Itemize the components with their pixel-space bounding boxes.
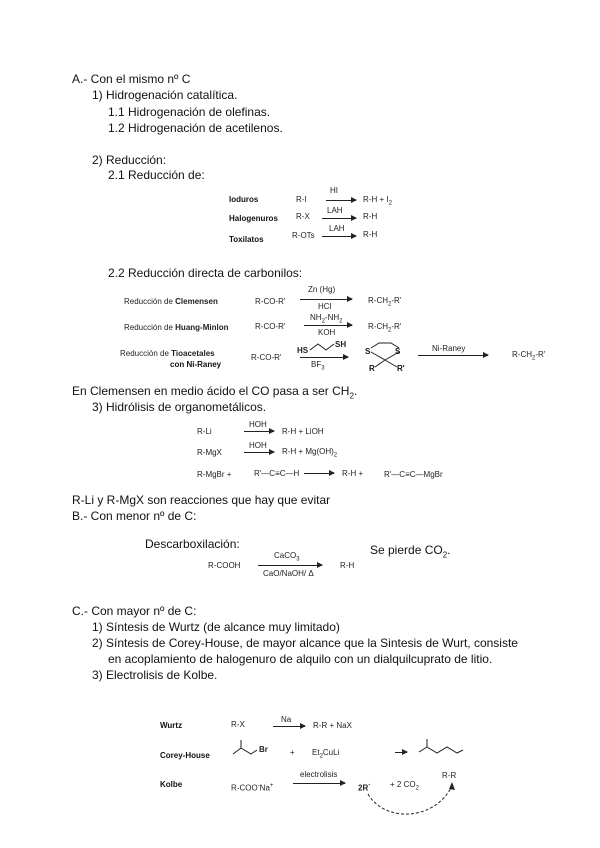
decarboxylation-reagent-top: CaCO$_3$ — [274, 551, 300, 563]
reduction-name: Ioduros — [229, 195, 259, 204]
reduction-reagent: HI — [330, 186, 338, 195]
organometal-product: $R-H + Mg(OH)_2$ — [282, 447, 338, 459]
clemensen-note: En Clemensen en medio ácido el CO pasa a ser $CH_2$. — [72, 384, 358, 401]
item-corey-house: 2) Síntesis de Corey-House, de mayor alcance que la Sintesis de Wurt, consiste — [92, 636, 518, 650]
reaction-arrow — [273, 726, 305, 727]
kolbe-reagent: electrolisis — [300, 770, 338, 779]
co2-loss-note: Se pierde $CO_2$. — [370, 543, 451, 560]
item-hidrogenacion: 1) Hidrogenación catalítica. — [92, 88, 238, 102]
reduction-product: $R-H + I_2$ — [363, 195, 392, 207]
ni-raney-reagent: Ni-Raney — [432, 344, 466, 353]
huang-minlon-label: Reducción de Huang-Minlon — [124, 323, 229, 332]
decarboxylation-reactant: R-COOH — [208, 561, 241, 570]
thiol-left-label: HS — [297, 346, 309, 355]
ring-r-label: R — [369, 364, 375, 373]
organometal-reactant: R-MgBr + — [197, 470, 232, 479]
wurtz-product: R-R + NaX — [313, 721, 352, 730]
reduction-reagent: LAH — [327, 206, 343, 215]
decarboxylation-reagent-bottom: CaO/NaOH/ Δ — [263, 569, 314, 578]
reduction-name: Halogenuros — [229, 214, 278, 223]
kolbe-co2: + 2 $CO_2$ — [390, 780, 419, 792]
section-b-heading: B.- Con menor nº de C: — [72, 509, 197, 523]
reaction-arrow — [300, 357, 348, 358]
ring-r-prime-label: R' — [397, 364, 405, 373]
clemensen-reagent-bottom: HCl — [318, 302, 332, 311]
reaction-arrow — [322, 236, 356, 237]
wurtz-reagent: Na — [281, 715, 292, 724]
reaction-arrow — [418, 355, 488, 356]
reaction-arrow — [258, 565, 322, 566]
reaction-arrow — [304, 325, 352, 326]
item-reduccion-de: 2.1 Reducción de: — [108, 168, 205, 182]
huang-minlon-reactant: R-CO-R' — [255, 322, 286, 331]
corey-reagent: $Et_2CuLi$ — [312, 748, 340, 760]
corey-plus: + — [290, 748, 295, 757]
reduction-reactant: R-I — [296, 195, 307, 204]
reaction-arrow — [304, 473, 334, 474]
clemensen-reagent-top: Zn (Hg) — [308, 285, 336, 294]
huang-minlon-reagent-top: $NH_2-NH_2$ — [310, 313, 343, 325]
isobutyl-bromide-structure — [231, 738, 261, 760]
reaction-arrow — [293, 783, 345, 784]
item-reduccion: 2) Reducción: — [92, 153, 167, 167]
ring-sulfur-2: S — [395, 347, 401, 356]
organometal-reactant: R-MgX — [197, 448, 222, 457]
item-wurtz: 1) Síntesis de Wurtz (de alcance muy limitado) — [92, 620, 340, 634]
reduction-product: R-H — [363, 230, 378, 239]
huang-minlon-product: $R-CH_2-R'$ — [368, 322, 402, 334]
tioacetal-catalyst: $BF_3$ — [311, 360, 325, 372]
reaction-arrow — [322, 218, 356, 219]
kolbe-reactant: R-COO-Na+ — [231, 783, 274, 793]
reduction-product: R-H — [363, 212, 378, 221]
reaction-arrow — [300, 299, 352, 300]
kolbe-label: Kolbe — [160, 780, 183, 789]
tioacetal-label-2: con Ni-Raney — [170, 360, 222, 369]
item-hidrogenacion-acetilenos: 1.2 Hidrogenación de acetilenos. — [108, 121, 283, 135]
corey-house-label: Corey-House — [160, 751, 210, 760]
decarboxylation-product: R-H — [340, 561, 355, 570]
item-reduccion-carbonilos: 2.2 Reducción directa de carbonilos: — [108, 266, 303, 280]
reaction-arrow — [244, 452, 274, 453]
reduction-reactant: R-X — [296, 212, 310, 221]
clemensen-product: $R-CH_2-R'$ — [368, 296, 402, 308]
organometal-reagent: HOH — [249, 420, 267, 429]
isohexane-structure — [417, 738, 467, 760]
bromide-label: Br — [259, 745, 268, 754]
organometal-reactant: R-Li — [197, 427, 212, 436]
wurtz-reactant: R-X — [231, 720, 245, 729]
decarboxylation-title: Descarboxilación: — [145, 537, 240, 551]
organometal-product: R-H + — [342, 469, 364, 478]
organometal-product: R-H + LiOH — [282, 427, 324, 436]
reduction-reactant: R-OTs — [292, 231, 315, 240]
alkyne-reactant: R'—C≡C—H — [254, 469, 300, 478]
huang-minlon-reagent-bottom: KOH — [318, 328, 336, 337]
reduction-name: Toxilatos — [229, 235, 264, 244]
avoid-note: R-Li y R-MgX son reacciones que hay que evitar — [72, 493, 331, 507]
thiol-right-label: SH — [335, 340, 347, 349]
kolbe-product: R-R — [442, 771, 457, 780]
tioacetal-label: Reducción de Tioacetales — [120, 349, 215, 358]
clemensen-reactant: R-CO-R' — [255, 297, 286, 306]
section-c-heading: C.- Con mayor nº de C: — [72, 604, 197, 618]
reaction-arrow — [395, 752, 407, 753]
ring-sulfur-1: S — [365, 347, 371, 356]
alkynyl-product: R'—C≡C—MgBr — [384, 470, 443, 479]
organometal-reagent: HOH — [249, 441, 267, 450]
clemensen-label: Reducción de Clemensen — [124, 297, 218, 306]
kolbe-coupling-arrow — [364, 780, 460, 820]
reaction-arrow — [326, 200, 356, 201]
item-kolbe: 3) Electrolisis de Kolbe. — [92, 668, 218, 682]
kolbe-radical: 2R· — [358, 782, 371, 793]
tioacetal-product: $R-CH_2-R'$ — [512, 350, 546, 362]
item-hidrogenacion-olefinas: 1.1 Hidrogenación de olefinas. — [108, 105, 271, 119]
item-hidrolisis: 3) Hidrólisis de organometálicos. — [92, 400, 267, 414]
wurtz-label: Wurtz — [160, 721, 183, 730]
reaction-arrow — [244, 431, 274, 432]
tioacetal-reactant: R-CO-R' — [251, 353, 282, 362]
section-a-heading: A.- Con el mismo nº C — [72, 72, 191, 86]
item-corey-house-cont: en acoplamiento de halogenuro de alquilo con un dialquilcuprato de litio. — [108, 652, 493, 666]
reduction-reagent: LAH — [329, 224, 345, 233]
